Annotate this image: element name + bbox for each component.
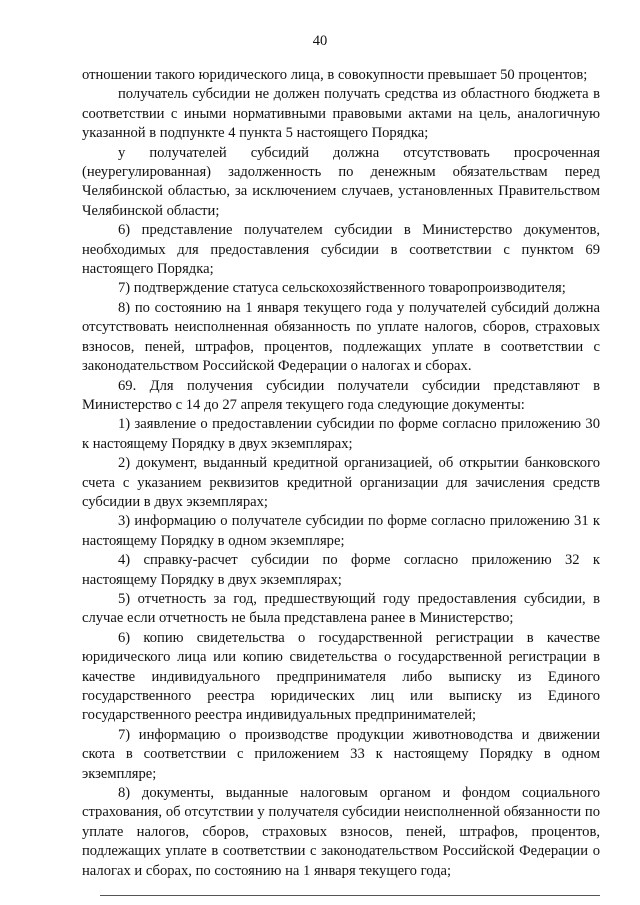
list-item-1-application: 1) заявление о предоставлении субсидии по форме согласно приложению 30 к настоящему Порядку в двух экземплярах; (82, 416, 600, 452)
scan-bottom-edge-line (100, 895, 600, 896)
page-body (82, 66, 600, 881)
list-item-8-tax-documents: 8) документы, выданные налоговым органом и фондом социального страхования, об отсутствии у получателя субсидии неисполненной обязанности по уплате налогов, сборов, страховых взносов, пеней, штрафов, процентов, подлежащих уплате в соответствии с законодательством Российской Федерации о налогах и сборах, по состоянию на 1 января текущего года; (82, 785, 600, 879)
paragraph-no-other-budget-funds: получатель субсидии не должен получать средства из областного бюджета в соответствии с иными нормативными правовыми актами на цель, аналогичную указанной в подпункте 4 пункта 5 настоящего Порядка; (82, 86, 600, 142)
paragraph-no-overdue-debt: у получателей субсидий должна отсутствовать просроченная (неурегулированная) задолженность по денежным обязательствам перед Челябинской областью, за исключением случаев, установленных Правительством Челябинской области; (82, 144, 600, 219)
paragraph-item-7-status: 7) подтверждение статуса сельскохозяйственного товаропроизводителя; (118, 280, 566, 297)
paragraph-clause-69: 69. Для получения субсидии получатели субсидии представляют в Министерство с 14 до 27 апреля текущего года следующие документы: (82, 377, 600, 413)
list-item-4-calculation: 4) справку-расчет субсидии по форме согласно приложению 32 к настоящему Порядку в двух экземплярах; (82, 552, 600, 588)
paragraph-continuation: отношении такого юридического лица, в совокупности превышает 50 процентов; (82, 67, 588, 83)
list-item-3-recipient-info: 3) информацию о получателе субсидии по форме согласно приложению 31 к настоящему Порядку в одном экземпляре; (82, 513, 600, 549)
list-item-7-livestock-info: 7) информацию о производстве продукции животноводства и движении скота в соответствии с приложением 33 к настоящему Порядку в одном экземпляре; (82, 726, 600, 782)
list-item-2-bank-document: 2) документ, выданный кредитной организацией, об открытии банковского счета с указанием реквизитов кредитной организации для зачисления средств субсидии в двух экземплярах; (82, 455, 600, 510)
page-number: 40 (312, 33, 328, 49)
paragraph-item-6-documents: 6) представление получателем субсидии в Министерство документов, необходимых для предоставления субсидии в соответствии с пунктом 69 настоящего Порядка; (82, 222, 600, 278)
list-item-6-registration-copy: 6) копию свидетельства о государственной регистрации в качестве юридического лица или копию свидетельства о государственной регистрации в качестве индивидуального предпринимателя либо выписку из Единого государственного реестра юридических лиц или выписку из Единого государственного реестра индивидуальных предпринимателей; (82, 629, 600, 724)
paragraph-item-8-taxes: 8) по состоянию на 1 января текущего года у получателей субсидий должна отсутствовать неисполненная обязанность по уплате налогов, сборов, страховых взносов, пеней, штрафов, процентов, подлежащих уплате в соответствии с законодательством Российской Федерации о налогах и сборах. (82, 299, 600, 375)
list-item-5-reporting: 5) отчетность за год, предшествующий году предоставления субсидии, в случае если отчетность не была представлена ранее в Министерство; (82, 590, 600, 627)
